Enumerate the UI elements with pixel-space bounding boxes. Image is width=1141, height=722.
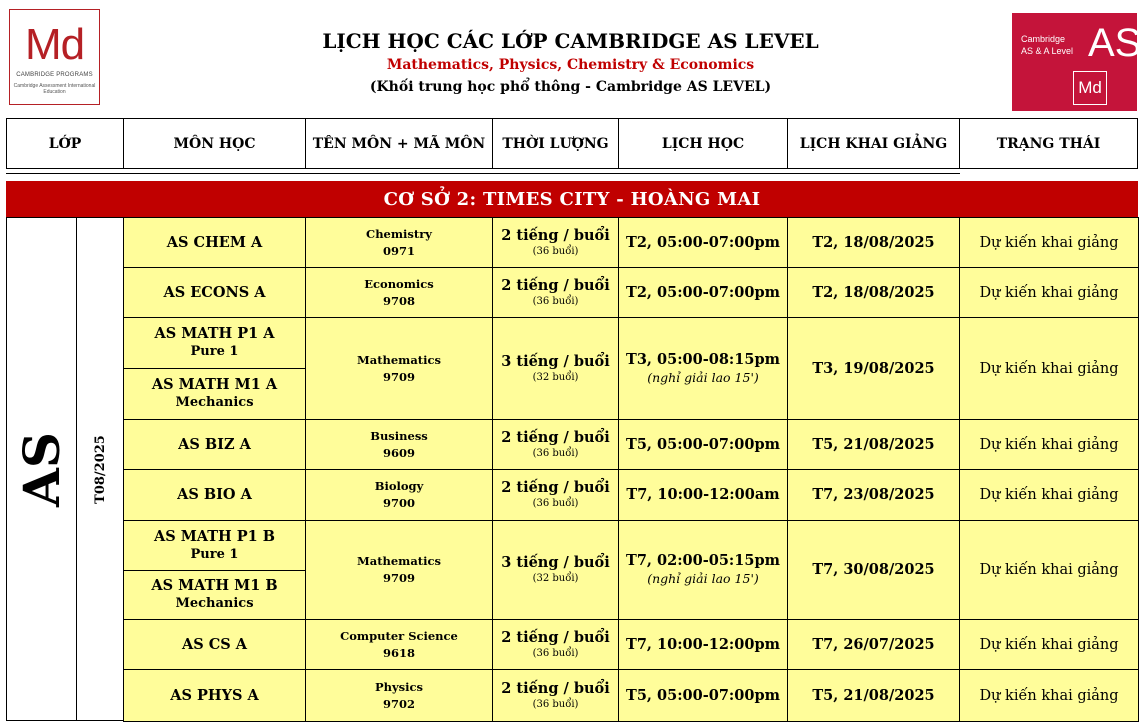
schedule-cell <box>618 669 788 722</box>
start-date: T5, 21/08/2025 <box>812 686 935 704</box>
subject-code: 9700 <box>382 496 415 510</box>
duration-cell <box>492 317 619 420</box>
schedule-text: T5, 05:00-07:00pm <box>626 435 780 453</box>
subject-code: 9702 <box>382 696 415 711</box>
class-subname: Pure 1 <box>190 546 239 562</box>
campus-banner: CƠ SỞ 2: TIMES CITY - HOÀNG MAI <box>6 181 1138 217</box>
schedule-cell <box>618 520 788 620</box>
duration-cell <box>492 520 619 620</box>
status-cell <box>959 469 1139 521</box>
session-count: (36 buổi) <box>532 447 579 459</box>
subject-cell <box>305 469 493 521</box>
schedule-text: T5, 05:00-07:00pm <box>626 686 780 704</box>
md-logo-subtitle: CAMBRIDGE PROGRAMS <box>16 72 93 78</box>
start-date: T7, 23/08/2025 <box>812 486 935 503</box>
status-text: Dự kiến khai giảng <box>979 234 1119 251</box>
schedule-cell <box>618 267 788 318</box>
session-count: (36 buổi) <box>532 698 579 710</box>
start-date: T5, 21/08/2025 <box>812 435 935 453</box>
start-date-cell <box>787 469 960 521</box>
status-text: Dự kiến khai giảng <box>979 562 1119 578</box>
term-label: T08/2025 <box>77 217 124 721</box>
class-cell <box>123 469 306 521</box>
level-label: AS <box>6 217 77 721</box>
duration-text: 3 tiếng / buổi <box>501 554 610 571</box>
subject-name: Computer Science <box>340 628 458 643</box>
subject-cell <box>305 669 493 722</box>
status-text: Dự kiến khai giảng <box>979 436 1119 453</box>
subject-name: Mathematics <box>357 352 441 367</box>
class-cell <box>123 570 306 620</box>
status-cell <box>959 619 1139 670</box>
cambridge-as-logo-big: AS <box>1088 21 1141 65</box>
page-note: (Khối trung học phổ thông - Cambridge AS LEVEL) <box>369 79 772 95</box>
start-date-cell <box>787 317 960 420</box>
class-cell <box>123 419 306 470</box>
duration-text: 2 tiếng / buổi <box>501 428 610 446</box>
status-cell <box>959 217 1139 268</box>
subject-code: 9709 <box>382 369 415 384</box>
subject-code: 9708 <box>382 293 415 308</box>
subject-name: Biology <box>374 479 424 493</box>
status-text: Dự kiến khai giảng <box>979 636 1119 653</box>
start-date: T7, 26/07/2025 <box>812 635 935 653</box>
class-cell <box>123 619 306 670</box>
class-subname: Pure 1 <box>190 344 239 359</box>
subject-cell <box>305 419 493 470</box>
header-start-date: LỊCH KHAI GIẢNG <box>788 119 960 168</box>
duration-text: 2 tiếng / buổi <box>501 679 610 697</box>
class-name: AS PHYS A <box>170 686 259 704</box>
start-date: T2, 18/08/2025 <box>812 283 935 301</box>
start-date-cell <box>787 669 960 722</box>
class-name: AS BIZ A <box>178 435 251 453</box>
session-count: (32 buổi) <box>532 371 579 383</box>
schedule-text: T7, 02:00-05:15pm <box>626 552 780 569</box>
schedule-text: T7, 10:00-12:00pm <box>626 635 780 653</box>
class-cell <box>123 368 306 420</box>
session-count: (32 buổi) <box>532 573 579 584</box>
schedule-note: (nghỉ giải lao 15') <box>647 571 759 586</box>
subject-code: 9618 <box>382 645 415 660</box>
class-name: AS CHEM A <box>166 233 263 251</box>
schedule-text: T7, 10:00-12:00am <box>626 486 780 503</box>
class-subname: Mechanics <box>175 596 254 611</box>
schedule-text: T3, 05:00-08:15pm <box>626 350 780 368</box>
duration-cell <box>492 217 619 268</box>
cambridge-as-logo-md: Md <box>1073 71 1107 105</box>
status-cell <box>959 520 1139 620</box>
schedule-text: T2, 05:00-07:00pm <box>626 283 780 301</box>
duration-text: 2 tiếng / buổi <box>501 276 610 294</box>
divider <box>6 173 960 174</box>
class-subname: Mechanics <box>175 395 254 410</box>
status-text: Dự kiến khai giảng <box>979 687 1119 704</box>
class-name: AS MATH M1 B <box>151 577 278 594</box>
page-title-block <box>0 28 1141 98</box>
status-text: Dự kiến khai giảng <box>979 284 1119 301</box>
subject-name: Mathematics <box>357 554 441 568</box>
status-cell <box>959 267 1139 318</box>
status-cell <box>959 419 1139 470</box>
duration-cell <box>492 267 619 318</box>
header-name-code: TÊN MÔN + MÃ MÔN <box>306 119 493 168</box>
subject-code: 9609 <box>382 445 415 460</box>
duration-text: 2 tiếng / buổi <box>501 479 610 496</box>
status-text: Dự kiến khai giảng <box>979 487 1119 503</box>
session-count: (36 buổi) <box>532 647 579 659</box>
subject-cell <box>305 520 493 620</box>
schedule-cell <box>618 419 788 470</box>
session-count: (36 buổi) <box>532 295 579 307</box>
header-status: TRẠNG THÁI <box>996 135 1101 152</box>
cambridge-assessment-mark: Cambridge Assessment International Education <box>13 83 96 95</box>
start-date: T3, 19/08/2025 <box>812 359 935 377</box>
subject-code: 9709 <box>382 571 415 585</box>
session-count: (36 buổi) <box>532 498 579 509</box>
subject-name: Chemistry <box>366 226 432 241</box>
class-name: AS MATH P1 B <box>153 527 276 545</box>
header-class: LỚP <box>7 119 124 168</box>
class-cell <box>123 669 306 722</box>
status-cell <box>959 669 1139 722</box>
duration-text: 2 tiếng / buổi <box>501 226 610 244</box>
class-cell <box>123 520 306 571</box>
schedule-text: T2, 05:00-07:00pm <box>626 233 780 251</box>
table-header <box>6 118 1138 169</box>
header-subject: MÔN HỌC <box>124 119 306 168</box>
class-name: AS MATH P1 A <box>154 325 275 342</box>
status-text: Dự kiến khai giảng <box>979 360 1119 377</box>
start-date-cell <box>787 419 960 470</box>
duration-cell <box>492 669 619 722</box>
subject-name: Economics <box>364 276 434 291</box>
duration-text: 3 tiếng / buổi <box>501 352 610 370</box>
subject-cell <box>305 619 493 670</box>
class-cell <box>123 317 306 369</box>
start-date-cell <box>787 217 960 268</box>
class-name: AS ECONS A <box>163 283 266 301</box>
subject-name: Business <box>370 428 428 443</box>
subject-cell <box>305 217 493 268</box>
class-name: AS BIO A <box>177 486 252 503</box>
status-cell <box>959 317 1139 420</box>
class-name: AS MATH M1 A <box>151 376 278 393</box>
class-cell <box>123 217 306 268</box>
schedule-note: (nghỉ giải lao 15') <box>647 369 759 385</box>
header-schedule: LỊCH HỌC <box>619 119 788 168</box>
page-subtitle: Mathematics, Physics, Chemistry & Economics <box>386 57 755 73</box>
duration-text: 2 tiếng / buổi <box>501 628 610 646</box>
duration-cell <box>492 619 619 670</box>
md-logo-text: Md <box>24 20 85 69</box>
session-count: (36 buổi) <box>532 245 579 257</box>
schedule-cell <box>618 217 788 268</box>
start-date: T2, 18/08/2025 <box>812 233 935 251</box>
schedule-cell <box>618 469 788 521</box>
start-date: T7, 30/08/2025 <box>812 561 935 578</box>
cambridge-as-logo-text: Cambridge AS & A Level <box>1021 34 1074 56</box>
subject-cell <box>305 317 493 420</box>
schedule-cell <box>618 317 788 420</box>
class-name: AS CS A <box>181 635 248 653</box>
class-cell <box>123 267 306 318</box>
header-duration: THỜI LƯỢNG <box>493 119 619 168</box>
start-date-cell <box>787 619 960 670</box>
subject-cell <box>305 267 493 318</box>
start-date-cell <box>787 267 960 318</box>
subject-code: 0971 <box>382 243 415 258</box>
start-date-cell <box>787 520 960 620</box>
page-title: LỊCH HỌC CÁC LỚP CAMBRIDGE AS LEVEL <box>322 29 819 53</box>
duration-cell <box>492 469 619 521</box>
duration-cell <box>492 419 619 470</box>
subject-name: Physics <box>374 679 423 694</box>
schedule-cell <box>618 619 788 670</box>
